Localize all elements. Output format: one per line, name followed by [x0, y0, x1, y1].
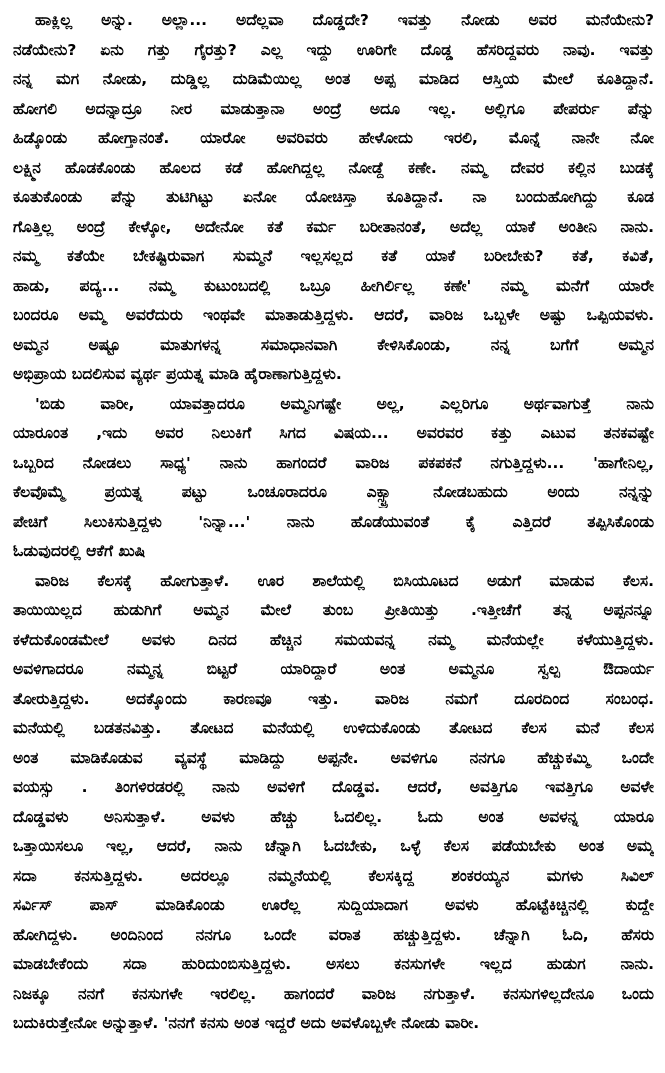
text-line: ಹಿಡ್ಕೊಂಡು ಹೋಗ್ತಾನಂತೆ. ಯಾರೋ ಅವರಿವರು ಹೇಳೋದು ಇರಲಿ, ಮೊನ್ನೆ ನಾನೇ ನೋ: [13, 129, 654, 147]
text-line: ಹೋಗಲಿ ಅದನ್ನಾದ್ರೂ ನೀರ ಮಾಡುತ್ತಾನಾ ಅಂದ್ರೆ ಅದೂ ಇಲ್ಲ. ಅಲ್ಲಿಗೂ ಪೇಪರ್ರು ಪೆನ್ನು: [13, 99, 654, 118]
text-line: ಮನೆಯಲ್ಲಿ ಬಡತನವಿತ್ತು. ತೋಟದ ಮನೆಯಲ್ಲಿ ಉಳಿದುಕೊಂಡು ತೋಟದ ಕೆಲಸ ಮನೆ ಕೆಲಸ: [13, 719, 654, 737]
text-line: ವಯಸ್ಸು . ತಿಂಗಳಿರಡರಲ್ಲಿ ನಾನು ಅವಳಿಗೆ ದೊಡ್ಡವ. ಆದರೆ, ಅವತ್ತಿಗೂ ಇವತ್ತಿಗೂ ಅವಳೇ: [13, 778, 654, 796]
text-line: ಕಳೆದುಕೊಂಡಮೇಲೆ ಅವಳು ದಿನದ ಹೆಚ್ಚಿನ ಸಮಯವನ್ನ ನಮ್ಮ ಮನೆಯಲ್ಲೇ ಕಳೆಯುತ್ತಿದ್ದಳು.: [13, 630, 654, 649]
text-line: ಅಂತ ಮಾಡಿಕೊಡುವ ವ್ಯವಸ್ಥೆ ಮಾಡಿದ್ದು ಅಪ್ಪನೇ. ಅವಳಿಗೂ ನನಗೂ ಹೆಚ್ಚುಕಮ್ಮಿ ಒಂದೇ: [13, 748, 654, 767]
text-line: ಸದಾ ಕನಸುತ್ತಿದ್ದಳು. ಅದರಲ್ಲೂ ನಮ್ಮನೆಯಲ್ಲಿ ಕೆಲಸಕ್ಕಿದ್ದ ಶಂಕರಯ್ಯನ ಮಗಳು ಸಿವಿಲ್: [13, 866, 654, 885]
text-line: ನಿಜಕ್ಕೂ ನನಗೆ ಕನಸುಗಳೇ ಇರಲಿಲ್ಲ. ಹಾಗಂದರೆ ವಾರಿಜ ನಗುತ್ತಾಳೆ. ಕನಸುಗಳಿಲ್ಲದೇನೂ ಒಂದು: [13, 984, 654, 1003]
text-body: [13, 6, 654, 1039]
text-line: ಹೋಗಿದ್ದಳು. ಅಂದಿನಿಂದ ನನಗೂ ಒಂದೇ ವರಾತ ಹಚ್ಚುತ್ತಿದ್ದಳು. ಚೆನ್ನಾಗಿ ಓದಿ, ಹೆಸರು: [13, 925, 654, 944]
text-line: ಅವಳಿಗಾದರೂ ನಮ್ಮನ್ನ ಬಿಟ್ಟರೆ ಯಾರಿದ್ದಾರೆ ಅಂತ ಅಮ್ಮನೂ ಸ್ವಲ್ಪ ಔದಾರ್ಯ: [13, 660, 654, 678]
text-line: ಗೊತ್ತಿಲ್ಲ ಅಂದ್ರೆ ಕೇಳ್ಕೋ, ಅದೇನೋ ಕತೆ ಕರ್ಮ ಬರೀತಾನಂತೆ, ಅದೆಲ್ಲ ಯಾಕೆ ಅಂತೀನಿ ನಾನು.: [13, 217, 654, 236]
text-line: ಬದುಕಿರುತ್ತೇನೋ ಅನ್ನುತ್ತಾಳೆ. 'ನನಗೆ ಕನಸು ಅಂತ ಇದ್ದರೆ ಅದು ಅವಳೊಬ್ಬಳೇ ನೋಡು ವಾರೀ.: [13, 1014, 480, 1032]
text-line: ಒತ್ತಾಯಿಸಲೂ ಇಲ್ಲ, ಆದರೆ, ನಾನು ಚೆನ್ನಾಗಿ ಓದಬೇಕು, ಒಳ್ಳೆ ಕೆಲಸ ಪಡೆಯಬೇಕು ಅಂತ ಅಮ್ಮ: [13, 837, 654, 855]
text-line: ವಾರಿಜ ಕೆಲಸಕ್ಕೆ ಹೋಗುತ್ತಾಳೆ. ಊರ ಶಾಲೆಯಲ್ಲಿ ಬಿಸಿಯೂಟದ ಅಡುಗೆ ಮಾಡುವ ಕೆಲಸ.: [35, 571, 654, 590]
text-line: ದೊಡ್ಡವಳು ಅನಿಸುತ್ತಾಳೆ. ಅವಳು ಹೆಚ್ಚು ಓದಲಿಲ್ಲ. ಓದು ಅಂತ ಅವಳನ್ನ ಯಾರೂ: [13, 807, 654, 826]
text-line: ಹಾಕ್ಲಿಲ್ಲ ಅನ್ನು. ಅಲ್ಲಾ... ಅದೆಲ್ಲವಾ ದೊಡ್ಡದೇ? ಇವತ್ತು ನೋಡು ಅವರ ಮನೆಯೇನು?: [35, 11, 654, 29]
text-line: ನಡೆಯೇನು? ಏನು ಗತ್ತು ಗೈರತ್ತು? ಎಲ್ಲ ಇದ್ದು ಊರಿಗೇ ದೊಡ್ಡ ಹೆಸರಿದ್ದವರು ನಾವು. ಇವತ್ತು: [13, 40, 654, 59]
text-line: ಲಕ್ಷ್ಮಿನ ಹೊಡಕೊಂಡು ಹೊಲದ ಕಡೆ ಹೋಗಿದ್ದಲ್ಲ ನೋಡ್ದೆ ಕಣೇ. ನಮ್ಮ ದೇವರ ಕಲ್ಲಿನ ಬುಡಕ್ಕೆ: [13, 158, 654, 177]
text-line: ಅಭಿಪ್ರಾಯ ಬದಲಿಸುವ ವ್ಯರ್ಥ ಪ್ರಯತ್ನ ಮಾಡಿ ಹೈರಾಣಾಗುತ್ತಿದ್ದಳು.: [13, 365, 342, 383]
text-line: ಕೂತುಕೊಂಡು ಪೆನ್ನು ತುಟಿಗಿಟ್ಟು ಏನೋ ಯೋಚಿಸ್ತಾ ಕೂತಿದ್ದಾನೆ. ನಾ ಬಂದುಹೋಗಿದ್ದು ಕೂಡ: [13, 188, 654, 206]
text-line: ತಾಯಿಯಿಲ್ಲದ ಹುಡುಗಿಗೆ ಅಮ್ಮನ ಮೇಲೆ ತುಂಬ ಪ್ರೀತಿಯಿತ್ತು .ಇತ್ತೀಚೆಗೆ ತನ್ನ ಅಪ್ಪನನ್ನೂ: [13, 601, 654, 619]
text-line: ಹಾಡು, ಪದ್ಯ... ನಮ್ಮ ಕುಟುಂಬದಲ್ಲಿ ಒಬ್ರೂ ಹೀಗಿರ್ಲಿಲ್ಲ ಕಣೇ' ನಮ್ಮ ಮನೆಗೆ ಯಾರೇ: [13, 276, 654, 295]
text-line: ನಮ್ಮ ಕತೆಯೇ ಬೇಕಷ್ಟಿರುವಾಗ ಸುಮ್ಮನೆ ಇಲ್ಲಸಲ್ಲದ ಕತೆ ಯಾಕೆ ಬರೀಬೇಕು? ಕತೆ, ಕವಿತೆ,: [13, 247, 654, 265]
text-line: 'ಬಿಡು ವಾರೀ, ಯಾವತ್ತಾದರೂ ಅಮ್ಮನಿಗಷ್ಟೇ ಅಲ್ಲ, ಎಲ್ಲರಿಗೂ ಅರ್ಥವಾಗುತ್ತೆ ನಾನು: [35, 394, 654, 413]
text-line: ಬಂದರೂ ಅಮ್ಮ ಅವರೆದುರು ಇಂಥವೇ ಮಾತಾಡುತ್ತಿದ್ದಳು. ಆದರೆ, ವಾರಿಜ ಒಬ್ಬಳೇ ಅಷ್ಟು ಒಪ್ಪಿಯವಳು.: [13, 306, 654, 324]
text-line: ಯಾರೂಂತ ,ಇದು ಅವರ ನಿಲುಕಿಗೆ ಸಿಗದ ವಿಷಯ... ಅವರವರ ಕತ್ತು ಎಟುವ ತನಕವಷ್ಟೇ: [13, 424, 654, 442]
text-line: ಸರ್ವಿಸ್ ಪಾಸ್ ಮಾಡಿಕೊಂಡು ಊರೆಲ್ಲ ಸುದ್ದಿಯಾದಾಗ ಅವಳು ಹೊಟ್ಟೆಕಿಚ್ಚಿನಲ್ಲಿ ಕುದ್ದೇ: [13, 896, 654, 914]
text-line: ನನ್ನ ಮಗ ನೋಡು, ದುಡ್ಡಿಲ್ಲ ದುಡಿಮೆಯಿಲ್ಲ ಅಂತ ಅಪ್ಪ ಮಾಡಿದ ಆಸ್ತಿಯ ಮೇಲೆ ಕೂತಿದ್ದಾನೆ.: [13, 70, 654, 88]
text-line: ತೋರುತ್ತಿದ್ದಳು. ಅದಕ್ಕೊಂದು ಕಾರಣವೂ ಇತ್ತು. ವಾರಿಜ ನಮಗೆ ದೂರದಿಂದ ಸಂಬಂಧ.: [13, 689, 654, 708]
text-line: ಒಬ್ಬರಿದ ನೋಡಲು ಸಾಧ್ಯ' ನಾನು ಹಾಗಂದರೆ ವಾರಿಜ ಪಕಪಕನೆ ನಗುತ್ತಿದ್ದಳು... 'ಹಾಗೇನಿಲ್ಲ,: [13, 453, 654, 472]
text-line: ಪೇಚಿಗೆ ಸಿಲುಕಿಸುತ್ತಿದ್ದಳು 'ನಿನ್ನಾ...' ನಾನು ಹೊಡೆಯುವಂತೆ ಕೈ ಎತ್ತಿದರೆ ತಪ್ಪಿಸಿಕೊಂಡು: [13, 512, 654, 531]
text-line: ಮಾಡಬೇಕೆಂದು ಸದಾ ಹುರಿದುಂಬಿಸುತ್ತಿದ್ದಳು. ಅಸಲು ಕನಸುಗಳೇ ಇಲ್ಲದ ಹುಡುಗ ನಾನು.: [13, 955, 654, 973]
text-line: ಓಡುವುದರಲ್ಲಿ ಆಕೆಗೆ ಖುಷಿ: [13, 542, 146, 560]
text-line: ಅಮ್ಮನ ಅಷ್ಟೂ ಮಾತುಗಳನ್ನ ಸಮಾಧಾನವಾಗಿ ಕೇಳಿಸಿಕೊಂಡು, ನನ್ನ ಬಗೆಗೆ ಅಮ್ಮನ: [13, 335, 654, 354]
text-line: ಕೆಲವೊಮ್ಮೆ ಪ್ರಯತ್ನ ಪಟ್ಟು ಒಂಚೂರಾದರೂ ಎಕ್ಸ್ಟ್ರಾ ನೋಡಬಹುದು ಅಂದು ನನ್ನನ್ನು: [13, 483, 654, 501]
